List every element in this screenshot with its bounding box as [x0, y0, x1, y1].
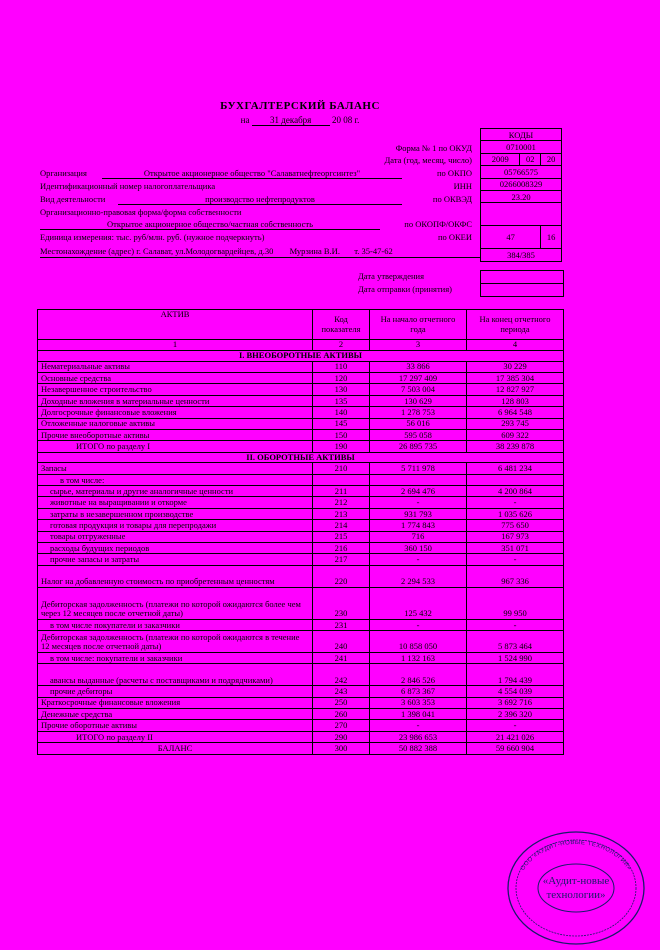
address-value: Местонахождение (адрес) г. Салават, ул.Молодогвардейцев, д.30	[40, 246, 274, 256]
row-code: 214	[313, 520, 370, 531]
row-value-start	[370, 474, 467, 485]
activity-prefix: Вид деятельности	[40, 194, 106, 204]
activity-value: производство нефтепродуктов	[118, 194, 402, 205]
row-code: 243	[313, 686, 370, 697]
table-row	[38, 554, 564, 565]
row-label: Прочие внеоборотные активы	[38, 429, 313, 440]
row-value-end: 99 950	[467, 587, 564, 619]
row-label: в том числе:	[38, 474, 313, 485]
okpo-label: по ОКПО	[436, 168, 472, 178]
row-code: 210	[313, 463, 370, 474]
balance-date-line	[0, 115, 600, 126]
okud-code: 0710001	[481, 141, 562, 153]
row-code	[313, 474, 370, 485]
row-value-start: 2 846 526	[370, 664, 467, 686]
table-row	[38, 619, 564, 630]
row-value-end: 967 336	[467, 565, 564, 587]
row-value-start: 26 895 735	[370, 441, 467, 452]
table-row	[38, 441, 564, 452]
table-row	[38, 361, 564, 372]
header-asset: АКТИВ	[38, 310, 313, 340]
row-label: Краткосрочные финансовые вложения	[38, 697, 313, 708]
row-label: готовая продукция и товары для перепродажи	[38, 520, 313, 531]
row-code: 215	[313, 531, 370, 542]
table-row	[38, 531, 564, 542]
row-value-start: 2 294 533	[370, 565, 467, 587]
row-value-end: 351 071	[467, 543, 564, 554]
row-value-start: 125 432	[370, 587, 467, 619]
table-row	[38, 708, 564, 719]
row-code: 260	[313, 708, 370, 719]
row-value-start: 23 986 653	[370, 731, 467, 742]
row-code: 242	[313, 664, 370, 686]
okopf-empty	[481, 203, 562, 226]
row-value-end: 1 035 626	[467, 508, 564, 519]
row-value-end: 6 481 234	[467, 463, 564, 474]
row-code: 250	[313, 697, 370, 708]
row-value-end: 38 239 878	[467, 441, 564, 452]
row-label: Прочие оборотные активы	[38, 720, 313, 731]
org-name: Открытое акционерное общество "Салаватнефтеоргсинтез"	[102, 168, 402, 179]
row-value-start: -	[370, 619, 467, 630]
date-prefix: на	[240, 115, 250, 125]
stamp-arc-text: ООО «АУДИТ-НОВЫЕ ТЕХНОЛОГИИ»	[519, 839, 633, 872]
table-row	[38, 697, 564, 708]
row-value-start: 1 774 843	[370, 520, 467, 531]
row-label: Налог на добавленную стоимость по приобретенным ценностям	[38, 565, 313, 587]
row-value-end: 4 200 864	[467, 486, 564, 497]
row-code: 140	[313, 407, 370, 418]
row-label: в том числе покупатели и заказчики	[38, 619, 313, 630]
okei-code: 384/385	[481, 249, 562, 261]
auditor-seal	[498, 828, 648, 946]
table-row	[38, 543, 564, 554]
section-heading: II. ОБОРОТНЫЕ АКТИВЫ	[38, 452, 564, 463]
row-value-end: -	[467, 554, 564, 565]
table-row	[38, 731, 564, 742]
row-value-start: 56 016	[370, 418, 467, 429]
row-value-end: 1 524 990	[467, 653, 564, 664]
okopf-label: по ОКОПФ/ОКФС	[404, 219, 472, 229]
row-label: ИТОГО по разделу II	[38, 731, 313, 742]
row-value-start: -	[370, 497, 467, 508]
approval-box	[480, 270, 564, 284]
row-value-start: 33 866	[370, 361, 467, 372]
row-value-start: 6 873 367	[370, 686, 467, 697]
col-num-3: 3	[370, 340, 467, 351]
svg-text:ООО «АУДИТ-НОВЫЕ ТЕХНОЛОГИИ»	[520, 840, 632, 872]
row-value-end: 4 554 039	[467, 686, 564, 697]
row-value-start: 360 150	[370, 543, 467, 554]
row-label: животные на выращивании и откорме	[38, 497, 313, 508]
row-code: 211	[313, 486, 370, 497]
row-value-start: 931 793	[370, 508, 467, 519]
row-value-end: 12 827 927	[467, 384, 564, 395]
row-code: 230	[313, 587, 370, 619]
date-label: Дата (год, месяц, число)	[384, 155, 472, 165]
table-row	[38, 653, 564, 664]
row-value-start: 1 278 753	[370, 407, 467, 418]
row-label: Запасы	[38, 463, 313, 474]
row-code: 216	[313, 543, 370, 554]
table-row	[38, 743, 564, 754]
document-title: БУХГАЛТЕРСКИЙ БАЛАНС	[220, 100, 380, 112]
section-heading: I. ВНЕОБОРОТНЫЕ АКТИВЫ	[38, 351, 564, 362]
row-value-end: 30 229	[467, 361, 564, 372]
form-label: Форма № 1 по ОКУД	[395, 143, 472, 153]
stamp-line-2: технологии»	[546, 889, 606, 901]
table-row	[38, 520, 564, 531]
table-row	[38, 631, 564, 653]
okei-label: по ОКЕИ	[437, 232, 472, 242]
okopf-code: 47	[481, 226, 541, 249]
row-code: 240	[313, 631, 370, 653]
header-end: На конец отчетного периода	[467, 310, 564, 340]
table-row	[38, 497, 564, 508]
row-value-end: 6 964 548	[467, 407, 564, 418]
approval-label: Дата утверждения	[358, 271, 424, 281]
row-label: Денежные средства	[38, 708, 313, 719]
row-label: прочие запасы и затраты	[38, 554, 313, 565]
table-row	[38, 395, 564, 406]
row-code: 217	[313, 554, 370, 565]
table-row	[38, 565, 564, 587]
row-value-start: 2 694 476	[370, 486, 467, 497]
balance-table	[37, 309, 564, 755]
row-value-start: 50 882 388	[370, 743, 467, 754]
row-code: 231	[313, 619, 370, 630]
row-code: 135	[313, 395, 370, 406]
row-value-end: -	[467, 720, 564, 731]
row-value-start: 1 398 041	[370, 708, 467, 719]
row-code: 290	[313, 731, 370, 742]
unit-label: Единица измерения: тыс. руб/млн. руб. (нужное подчеркнуть)	[40, 232, 265, 242]
row-value-end: 167 973	[467, 531, 564, 542]
row-label: в том числе: покупатели и заказчики	[38, 653, 313, 664]
table-row	[38, 407, 564, 418]
row-value-end: 21 421 026	[467, 731, 564, 742]
address-phone: т. 35-47-62	[354, 246, 393, 256]
row-value-start: 1 132 163	[370, 653, 467, 664]
address-line	[40, 246, 393, 256]
okved-label: по ОКВЭД	[432, 194, 472, 204]
row-code: 120	[313, 372, 370, 383]
table-row	[38, 486, 564, 497]
table-row	[38, 664, 564, 686]
okpo-code: 05766575	[481, 166, 562, 178]
header-start: На начало отчетного года	[370, 310, 467, 340]
row-code: 145	[313, 418, 370, 429]
table-row	[38, 418, 564, 429]
okfs-code: 16	[541, 226, 562, 249]
row-code: 220	[313, 565, 370, 587]
row-label: Дебиторская задолженность (платежи по которой ожидаются более чем через 12 месяцев после отчетной даты)	[38, 587, 313, 619]
date-month: 02	[520, 153, 541, 165]
row-value-start: 10 858 050	[370, 631, 467, 653]
row-value-end: 609 322	[467, 429, 564, 440]
okved-code: 23.20	[481, 190, 562, 202]
table-row	[38, 351, 564, 362]
row-value-end: 3 692 716	[467, 697, 564, 708]
table-row	[38, 452, 564, 463]
row-value-end: 293 745	[467, 418, 564, 429]
sending-label: Дата отправки (принятия)	[358, 284, 452, 294]
row-label: затраты в незавершенном производстве	[38, 508, 313, 519]
date-year: 2009	[481, 153, 520, 165]
table-row	[38, 587, 564, 619]
row-label: Долгосрочные финансовые вложения	[38, 407, 313, 418]
row-label: прочие дебиторы	[38, 686, 313, 697]
org-prefix: Организация	[40, 168, 87, 178]
row-label: Нематериальные активы	[38, 361, 313, 372]
row-label: Основные средства	[38, 372, 313, 383]
row-value-end	[467, 474, 564, 485]
col-num-2: 2	[313, 340, 370, 351]
table-row	[38, 429, 564, 440]
table-row	[38, 720, 564, 731]
row-label: расходы будущих периодов	[38, 543, 313, 554]
row-value-start: 7 503 004	[370, 384, 467, 395]
row-label: авансы выданные (расчеты с поставщиками и подрядчиками)	[38, 664, 313, 686]
address-underline	[40, 257, 480, 258]
table-row	[38, 474, 564, 485]
row-label: БАЛАНС	[38, 743, 313, 754]
header-code: Код показателя	[313, 310, 370, 340]
inn-full-label: Идентификационный номер налогоплательщика	[40, 181, 216, 191]
row-value-start: -	[370, 720, 467, 731]
row-value-start: 595 058	[370, 429, 467, 440]
row-code: 150	[313, 429, 370, 440]
row-value-start: 130 629	[370, 395, 467, 406]
row-value-start: 716	[370, 531, 467, 542]
codes-header: КОДЫ	[481, 129, 562, 141]
row-value-end: -	[467, 497, 564, 508]
row-value-end: 775 650	[467, 520, 564, 531]
codes-box	[480, 128, 562, 262]
row-code: 130	[313, 384, 370, 395]
stamp-line-1: «Аудит-новые	[542, 875, 610, 887]
table-row	[38, 372, 564, 383]
date-day: 20	[541, 153, 562, 165]
row-label: Дебиторская задолженность (платежи по которой ожидаются в течение 12 месяцев после отчетной даты)	[38, 631, 313, 653]
table-row	[38, 463, 564, 474]
row-value-end: 5 873 464	[467, 631, 564, 653]
row-code: 241	[313, 653, 370, 664]
row-value-start: 5 711 978	[370, 463, 467, 474]
row-value-end: 59 660 904	[467, 743, 564, 754]
sending-box	[480, 283, 564, 297]
row-label: Доходные вложения в материальные ценности	[38, 395, 313, 406]
col-num-1: 1	[38, 340, 313, 351]
row-code: 213	[313, 508, 370, 519]
row-label: сырье, материалы и другие аналогичные ценности	[38, 486, 313, 497]
row-value-end: 128 803	[467, 395, 564, 406]
row-code: 212	[313, 497, 370, 508]
row-value-end: 17 385 304	[467, 372, 564, 383]
row-value-start: 3 603 353	[370, 697, 467, 708]
row-code: 300	[313, 743, 370, 754]
row-label: Отложенные налоговые активы	[38, 418, 313, 429]
address-contact: Мурзина В.И.	[289, 246, 340, 256]
row-label: Незавершенное строительство	[38, 384, 313, 395]
row-code: 270	[313, 720, 370, 731]
row-label: ИТОГО по разделу I	[38, 441, 313, 452]
row-value-end: 2 396 320	[467, 708, 564, 719]
row-label: товары отгруженные	[38, 531, 313, 542]
inn-code: 0266008329	[481, 178, 562, 190]
balance-date: 31 декабря	[252, 115, 330, 126]
row-code: 190	[313, 441, 370, 452]
balance-year: 20 08 г.	[331, 115, 360, 125]
col-num-4: 4	[467, 340, 564, 351]
row-value-start: -	[370, 554, 467, 565]
row-value-start: 17 297 409	[370, 372, 467, 383]
row-value-end: 1 794 439	[467, 664, 564, 686]
table-row	[38, 384, 564, 395]
table-row	[38, 686, 564, 697]
inn-label: ИНН	[453, 181, 472, 191]
table-row	[38, 508, 564, 519]
opf-value: Открытое акционерное общество/частная собственность	[40, 219, 380, 230]
opf-label: Организационно-правовая форма/форма собственности	[40, 207, 242, 217]
row-code: 110	[313, 361, 370, 372]
row-value-end: -	[467, 619, 564, 630]
